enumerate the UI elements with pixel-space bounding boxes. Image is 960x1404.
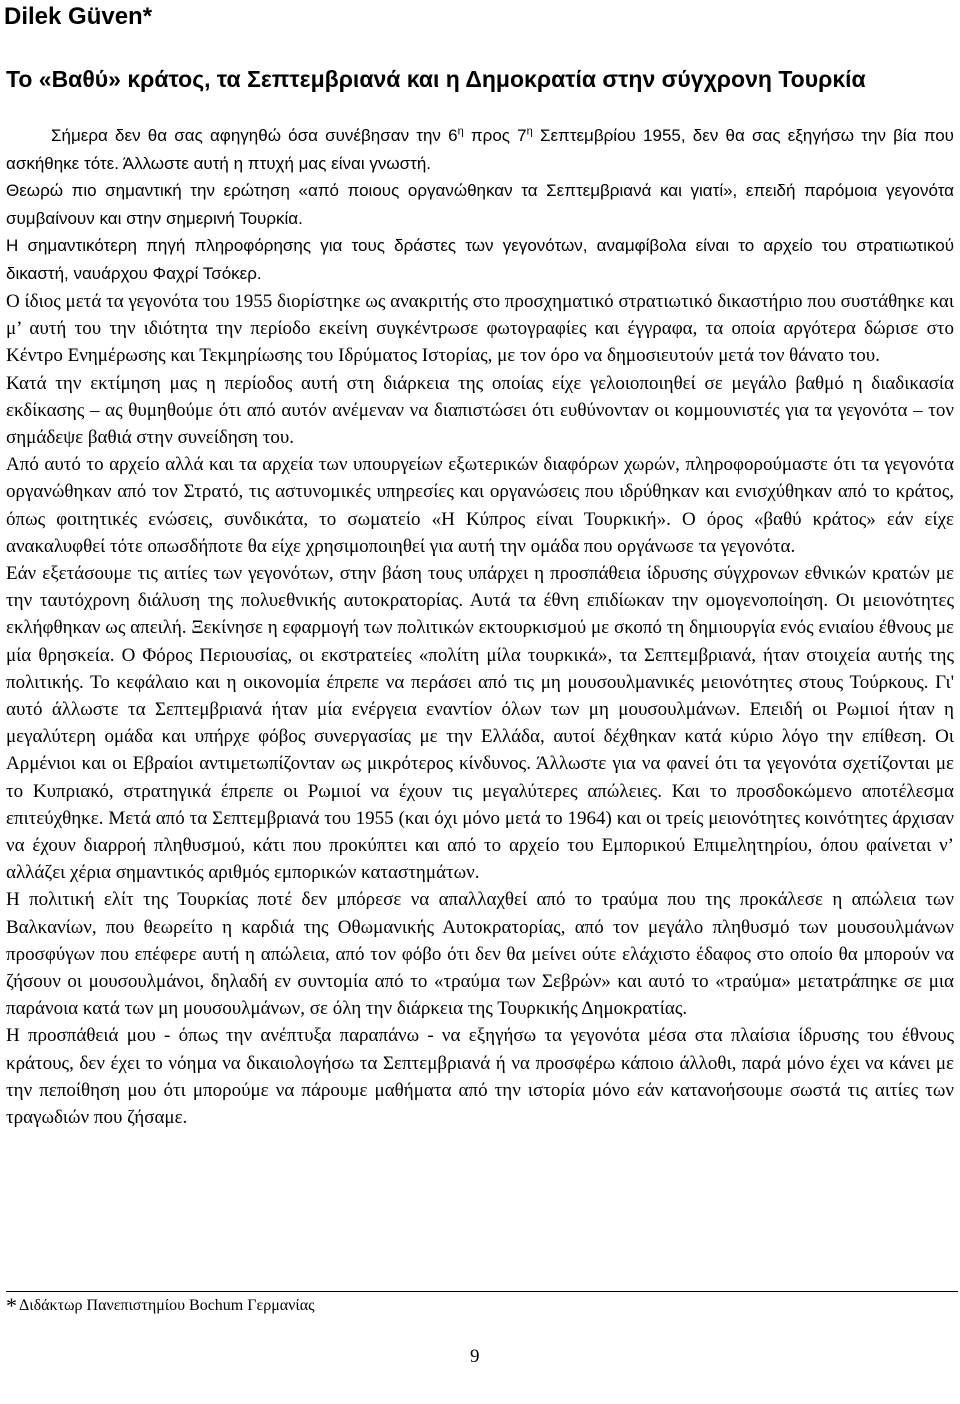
author-name: Dilek Güven*	[4, 3, 153, 30]
footnote	[6, 1294, 314, 1318]
footnote-divider	[6, 1291, 958, 1292]
footnote-marker: *	[6, 1293, 17, 1318]
body-paragraph-1: Ο ίδιος μετά τα γεγονότα του 1955 διορίστηκε ως ανακριτής στο προσχηματικό στρατιωτικό δικαστήριο που συστάθηκε και μ’ αυτή του την ιδιότητα την περίοδο εκείνη συγκέντρωσε φωτογραφίες και έγγραφα, τα οποία αργότερα δώρισε στο Κέντρο Ενημέρωσης και Τεκμηρίωσης του Ιδρύματος Ιστορίας, με τον όρο να δημοσιευτούν μετά τον θάνατο του.	[6, 291, 954, 367]
intro-p1-text-b: προς 7	[463, 126, 527, 145]
superscript: η	[457, 125, 464, 138]
body-paragraph-2: Κατά την εκτίμηση μας η περίοδος αυτή στη διάρκεια της οποίας είχε γελοιοποιηθεί σε μεγάλο βαθμό η διαδικασία εκδίκασης – ας θυμηθούμε ότι από αυτόν ανέμεναν να διαπιστώσει ότι ευθύνονταν οι κομμουνιστές για τα γεγονότα – τον σημάδεψε βαθιά στην συνείδηση του.	[6, 372, 954, 449]
article-title: Το «Βαθύ» κράτος, τα Σεπτεμβριανά και η Δημοκρατία στην σύγχρονη Τουρκία	[6, 66, 866, 92]
body-block	[6, 288, 954, 1131]
intro-paragraph-1	[6, 122, 954, 177]
footnote-text: Διδάκτωρ Πανεπιστημίου Bochum Γερμανίας	[19, 1297, 315, 1314]
body-paragraph-6: Η προσπάθειά μου - όπως την ανέπτυξα παραπάνω - να εξηγήσω τα γεγονότα μέσα στα πλαίσια ίδρυσης του έθνους κράτους, δεν έχει το νόημα να δικαιολογήσω τα Σεπτεμβριανά ή να προσφέρω κάποιο άλλοθι, παρά μόνο έχει να κάνει με την πεποίθηση μου ότι μπορούμε να πάρουμε μαθήματα από την ιστορία μόνο εάν κατανοήσουμε σωστά τις αιτίες των τραγωδιών που ζήσαμε.	[6, 1025, 954, 1129]
intro-p1-text-a: Σήμερα δεν θα σας αφηγηθώ όσα συνέβησαν την 6	[51, 126, 458, 145]
body-paragraph-4: Εάν εξετάσουμε τις αιτίες των γεγονότων, στην βάση τους υπάρχει η προσπάθεια ίδρυσης σύγχρονων εθνικών κρατών με την ταυτόχρονη διάλυση της πολυεθνικής αυτοκρατορίας. Αυτά τα έθνη επιδίωκαν την ομογενοποίηση. Οι μειονότητες εκλήφθηκαν ως απειλή. Ξεκίνησε η εφαρμογή των πολιτικών εκτουρκισμού με σκοπό τη δημιουργία ενός ενιαίου έθνους με μία θρησκεία. Ο Φόρος Περιουσίας, οι εκστρατείες «πολίτη μίλα τουρκικά», τα Σεπτεμβριανά, ήταν στοιχεία αυτής της πολιτικής. Το κεφάλαιο και η οικονομία έπρεπε να περάσει από τις μη μουσουλμανικές μειονότητες στους Τούρκους. Γι' αυτό άλλωστε τα Σεπτεμβριανά ήταν μία ενέργεια εναντίον όλων των μη μουσουλμάνων. Επειδή οι Ρωμιοί ήταν η μεγαλύτερη ομάδα και υπήρχε φόβος συνεργασίας με την Ελλάδα, αυτοί δέχθηκαν κατά κύριο λόγο την επίθεση. Οι Αρμένιοι και οι Εβραίοι αντιμετωπίζονταν ως μικρότερος κίνδυνος. Άλλωστε για να φανεί ότι τα γεγονότα σχετίζονται με το Κυπριακό, στρατηγικά έπρεπε οι Ρωμιοί να έχουν τις μεγαλύτερες απώλειες. Και το προσδοκώμενο αποτέλεσμα επιτεύχθηκε. Μετά από τα Σεπτεμβριανά του 1955 (και όχι μόνο μετά το 1964) και οι τρείς μειονότητες κοινότητες άρχισαν να έχουν διαρροή πληθυσμού, κάτι που προκύπτει και από το αρχείο του Εμπορικού Επιμελητηρίου, όπου φαίνεται ν’ αλλάζει χέρια σημαντικός αριθμός εμπορικών καταστημάτων.	[6, 563, 954, 884]
superscript: η	[526, 125, 533, 138]
intro-p1-text-c: Σεπτεμβρίου 1955, δεν θα σας εξηγήσω την βία που ασκήθηκε τότε. Άλλωστε αυτή η πτυχή μας είναι γνωστή.	[6, 126, 954, 173]
intro-paragraph-3: Η σημαντικότερη πηγή πληροφόρησης για τους δράστες των γεγονότων, αναμφίβολα είναι το αρχείο του στρατιωτικού δικαστή, ναυάρχου Φαχρί Τσόκερ.	[6, 236, 954, 283]
body-paragraph-5: Η πολιτική ελίτ της Τουρκίας ποτέ δεν μπόρεσε να απαλλαχθεί από το τραύμα που της προκάλεσε η απώλεια των Βαλκανίων, που θεωρείτο η καρδιά της Οθωμανικής Αυτοκρατορίας, από τον μεγάλο πληθυσμό των μουσουλμάνων προσφύγων που επέφερε αυτή η απώλεια, από τον φόβο ότι δεν θα μείνει ούτε ελάχιστο έδαφος στο οποίο θα μπορούν να ζήσουν οι μουσουλμάνοι, δηλαδή εν συντομία από το «τραύμα των Σεβρών» και αυτό το «τραύμα» μετατράπηκε σε μια παράνοια κατά των μη μουσουλμάνων, σε όλη την διάρκεια της Τουρκικής Δημοκρατίας.	[6, 889, 954, 1020]
intro-paragraph-2: Θεωρώ πιο σημαντική την ερώτηση «από ποιους οργανώθηκαν τα Σεπτεμβριανά και γιατί», επειδή παρόμοια γεγονότα συμβαίνουν και στην σημερινή Τουρκία.	[6, 181, 954, 228]
intro-block	[6, 122, 954, 287]
body-paragraph-3: Από αυτό το αρχείο αλλά και τα αρχεία των υπουργείων εξωτερικών διαφόρων χωρών, πληροφορούμαστε ότι τα γεγονότα οργανώθηκαν από τον Στρατό, τις αστυνομικές υπηρεσίες και οργανώσεις που ιδρύθηκαν και ενισχύθηκαν από το κράτος, όπως φοιτητικές ενώσεις, συνδικάτα, το σωματείο «Η Κύπρος είναι Τουρκική». Ο όρος «βαθύ κράτος» εάν είχε ανακαλυφθεί τότε οπωσδήποτε θα είχε χρησιμοποιηθεί για αυτή την ομάδα που οργάνωσε τα γεγονότα.	[6, 454, 954, 557]
page-number: 9	[470, 1346, 480, 1367]
